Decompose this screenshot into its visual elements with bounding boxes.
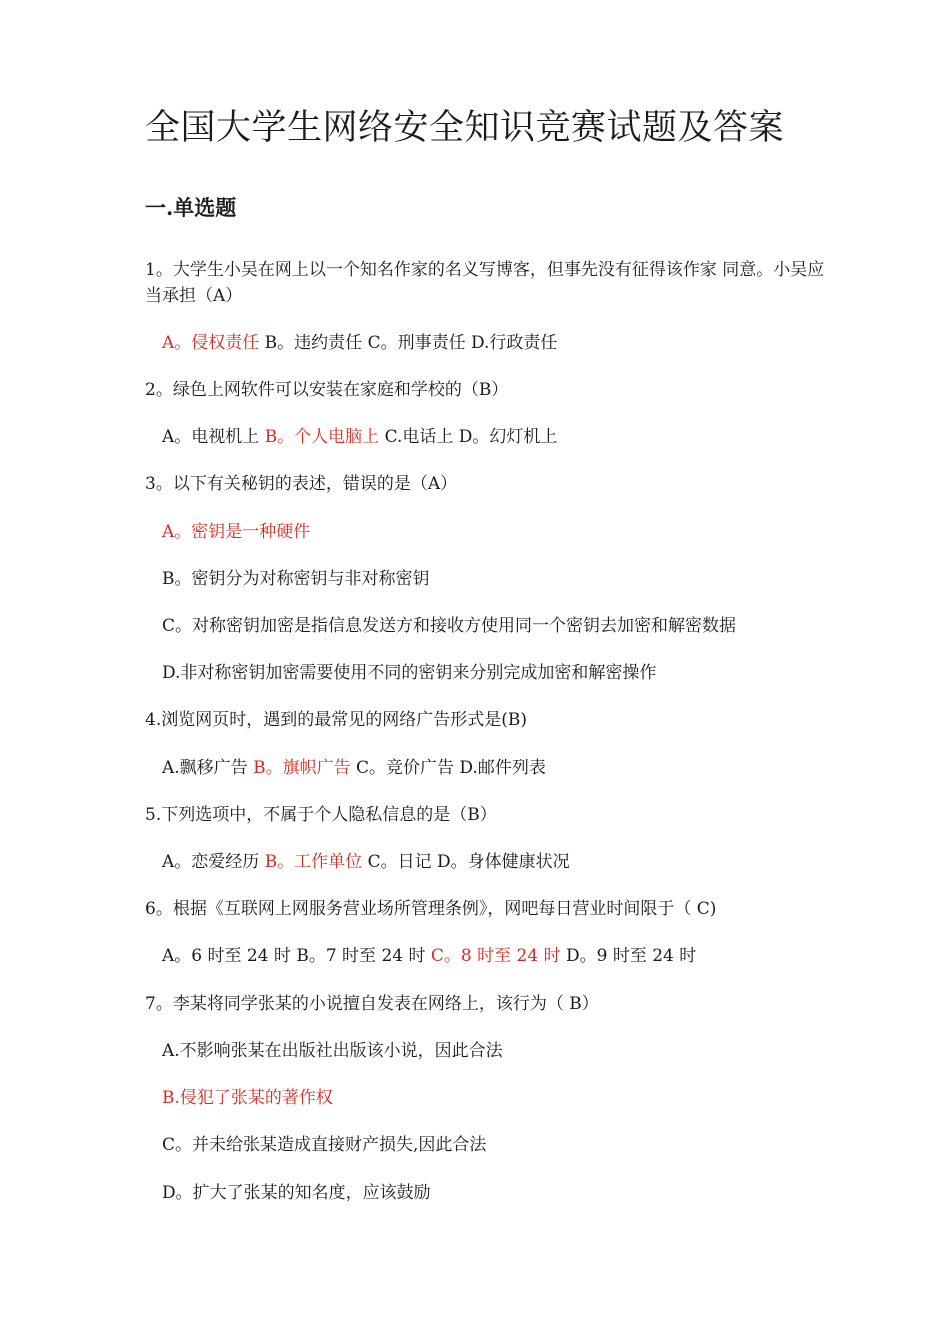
document-title: 全国大学生网络安全知识竞赛试题及答案 [145, 108, 785, 148]
question-4: 4.浏览网页时，遇到的最常见的网络广告形式是(B) [145, 710, 527, 730]
option-a: A。恋爱经历 [162, 852, 265, 872]
question-2: 2。绿色上网软件可以安装在家庭和学校的（B） [145, 380, 509, 400]
other-options: B。违约责任 C。刑事责任 D.行政责任 [259, 333, 558, 353]
option-c: C。对称密钥加密是指信息发送方和接收方使用同一个密钥去加密和解密数据 [162, 616, 737, 636]
question-6-options [162, 943, 696, 969]
option-a: A。电视机上 [162, 427, 265, 447]
section-heading: 一.单选题 [145, 195, 237, 220]
question-1-options [162, 330, 557, 356]
other-options: C.电话上 D。幻灯机上 [379, 427, 558, 447]
question-5-options [162, 849, 570, 875]
question-2-options [162, 424, 557, 450]
option-b: B。密钥分为对称密钥与非对称密钥 [162, 569, 430, 589]
options-a-b: A。6 时至 24 时 B。7 时至 24 时 [162, 946, 431, 966]
question-3: 3。以下有关秘钥的表述，错误的是（A） [145, 474, 458, 494]
option-c: C。并未给张某造成直接财产损失,因此合法 [162, 1135, 487, 1155]
other-options: D。9 时至 24 时 [560, 946, 697, 966]
question-1: 1。大学生小吴在网上以一个知名作家的名义写博客，但事先没有征得该作家 同意。小吴应当承担（A） [145, 260, 825, 306]
option-d: D。扩大了张某的知名度，应该鼓励 [162, 1183, 431, 1203]
question-7: 7。李某将同学张某的小说擅自发表在网络上，该行为（ B） [145, 994, 599, 1014]
question-4-options [162, 755, 546, 781]
question-5: 5.下列选项中，不属于个人隐私信息的是（B） [145, 805, 497, 825]
option-a: A.不影响张某在出版社出版该小说，因此合法 [162, 1041, 503, 1061]
other-options: C。竞价广告 D.邮件列表 [350, 758, 546, 778]
answer-option: A。侵权责任 [162, 333, 260, 353]
answer-option: B。个人电脑上 [264, 427, 380, 447]
option-a: A.飘移广告 [162, 758, 254, 778]
answer-option: B.侵犯了张某的著作权 [162, 1088, 333, 1108]
answer-option: B。旗帜广告 [253, 758, 351, 778]
answer-option: B。工作单位 [264, 852, 363, 872]
question-6: 6。根据《互联网上网服务营业场所管理条例》，网吧每日营业时间限于（ C) [145, 899, 717, 919]
option-d: D.非对称密钥加密需要使用不同的密钥来分别完成加密和解密操作 [162, 663, 657, 683]
answer-option: C。8 时至 24 时 [430, 946, 561, 966]
other-options: C。日记 D。身体健康状况 [362, 852, 570, 872]
answer-option: A。密钥是一种硬件 [162, 522, 311, 542]
